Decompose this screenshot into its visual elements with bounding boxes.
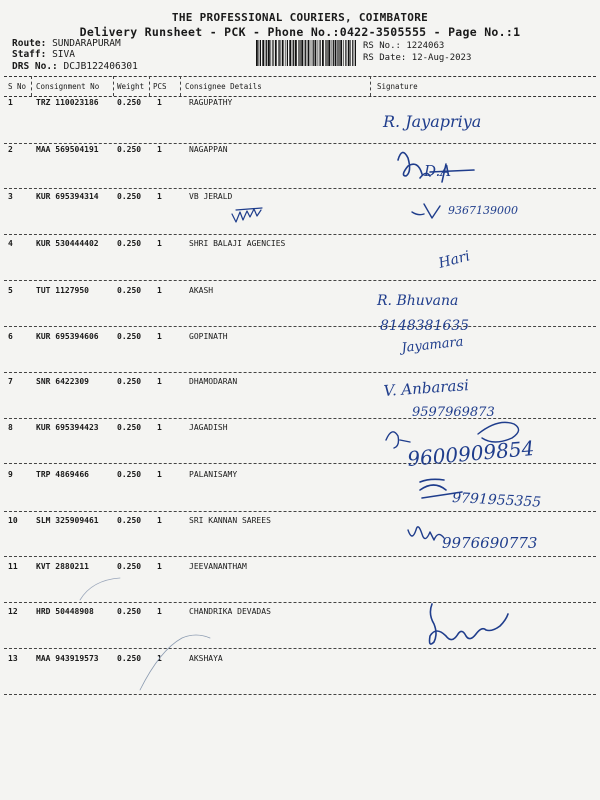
row-sno: 6 — [8, 332, 13, 341]
row-pcs: 1 — [157, 562, 162, 571]
signature-scribble-row10 — [408, 527, 444, 540]
table-top-rule — [4, 76, 596, 77]
signature-row5b: 8148381635 — [380, 318, 470, 334]
row-weight: 0.250 — [117, 607, 142, 616]
row-weight: 0.250 — [117, 470, 142, 479]
row-sno: 12 — [8, 607, 18, 616]
row-pcs: 1 — [157, 286, 162, 295]
barcode-bar — [293, 40, 294, 66]
row-consignee: VB JERALD — [189, 192, 233, 201]
signature-row3: 9367139000 — [448, 204, 518, 217]
row-consignee: RAGUPATHY — [189, 98, 233, 107]
row-weight: 0.250 — [117, 98, 142, 107]
barcode-bar — [320, 40, 321, 66]
barcode-bar — [275, 40, 277, 66]
row-rule — [4, 188, 596, 189]
rs-no-line — [363, 41, 444, 51]
barcode-bar — [355, 40, 356, 66]
row-weight: 0.250 — [117, 423, 142, 432]
signature-scribble-row9 — [420, 479, 462, 498]
barcode-bar — [318, 40, 319, 66]
row-consignee: SRI KANNAN SAREES — [189, 516, 271, 525]
route-label: Route: — [12, 38, 47, 49]
row-weight: 0.250 — [117, 145, 142, 154]
row-rule — [4, 372, 596, 373]
signature-scribble-row12 — [430, 604, 509, 644]
barcode-bar — [295, 40, 297, 66]
signature-row6: Jayamara — [400, 334, 465, 356]
row-consignee: GOPINATH — [189, 332, 228, 341]
barcode-bar — [292, 40, 293, 66]
barcode-bar — [326, 40, 327, 66]
row-rule — [4, 556, 596, 557]
staff-value: SIVA — [52, 49, 75, 60]
row-consignment: SLM 325909461 — [36, 516, 99, 525]
barcode-bar — [278, 40, 279, 66]
runsheet-subtitle: Delivery Runsheet - PCK - Phone No.:0422-3505555 - Page No.:1 — [79, 25, 521, 39]
row-pcs: 1 — [157, 377, 162, 386]
barcode-bar — [322, 40, 324, 66]
route-value: SUNDARAPURAM — [52, 38, 121, 49]
row-consignee: CHANDRIKA DEVADAS — [189, 607, 271, 616]
barcode-bar — [338, 40, 339, 66]
row-consignment: HRD 50448908 — [36, 607, 94, 616]
barcode-bar — [337, 40, 338, 66]
barcode-bar — [325, 40, 326, 66]
signature-row7b: 9597969873 — [412, 405, 495, 420]
row-consignment: TUT 1127950 — [36, 286, 89, 295]
signature-row8: 9600909854 — [406, 435, 536, 471]
row-sno: 7 — [8, 377, 13, 386]
barcode-bar — [345, 40, 346, 66]
drs-value: DCJB122406301 — [63, 61, 138, 72]
barcode-bar — [268, 40, 270, 66]
row-consignment: KVT 2880211 — [36, 562, 89, 571]
barcode-bar — [289, 40, 291, 66]
barcode-bar — [328, 40, 330, 66]
row-consignee: NAGAPPAN — [189, 145, 228, 154]
barcode-bar — [315, 40, 317, 66]
row-sno: 5 — [8, 286, 13, 295]
row-consignee: AKASH — [189, 286, 214, 295]
row-rule — [4, 694, 596, 695]
barcode-bar — [350, 40, 351, 66]
signature-row9: 9791955355 — [451, 490, 542, 511]
table-header-rule — [4, 96, 596, 97]
barcode-bar — [259, 40, 260, 66]
col-header-consignee: Consignee Details — [185, 82, 262, 91]
barcode-bar — [266, 40, 267, 66]
barcode-bar — [279, 40, 280, 66]
row-sno: 11 — [8, 562, 18, 571]
barcode-bar — [287, 40, 288, 66]
row-weight: 0.250 — [117, 192, 142, 201]
row-sno: 1 — [8, 98, 13, 107]
barcode-bar — [343, 40, 344, 66]
row-weight: 0.250 — [117, 562, 142, 571]
row-pcs: 1 — [157, 516, 162, 525]
staff-line — [12, 49, 75, 60]
drs-line — [12, 61, 138, 72]
barcode-bar — [333, 40, 334, 66]
drs-label: DRS No.: — [12, 61, 58, 72]
row-pcs: 1 — [157, 145, 162, 154]
row-rule — [4, 648, 596, 649]
row-pcs: 1 — [157, 332, 162, 341]
row-weight: 0.250 — [117, 516, 142, 525]
barcode-image — [256, 40, 356, 66]
rs-date-label: RS Date: — [363, 53, 407, 63]
row-rule — [4, 234, 596, 235]
signature-scribble-row3-name — [232, 208, 262, 222]
signature-row2: D.A — [424, 162, 452, 180]
signature-row5a: R. Bhuvana — [377, 293, 459, 309]
route-line — [12, 38, 121, 49]
row-consignment: TRP 4869466 — [36, 470, 89, 479]
rs-no-value: 1224063 — [406, 41, 445, 51]
barcode-bar — [301, 40, 303, 66]
row-rule — [4, 602, 596, 603]
col-divider — [113, 76, 114, 96]
company-title: THE PROFESSIONAL COURIERS, COIMBATORE — [171, 11, 429, 24]
row-consignee: PALANISAMY — [189, 470, 238, 479]
row-consignee: JAGADISH — [189, 423, 228, 432]
row-consignment: TRZ 110023186 — [36, 98, 99, 107]
signature-squiggle-row8 — [386, 422, 519, 448]
signature-scribble-row3 — [412, 204, 440, 218]
row-sno: 4 — [8, 239, 13, 248]
barcode-bar — [311, 40, 312, 66]
barcode-bar — [260, 40, 261, 66]
rs-no-label: RS No.: — [363, 41, 401, 51]
signature-scribble-row2 — [398, 152, 474, 182]
signature-row4: Hari — [436, 248, 472, 272]
row-consignment: KUR 695394606 — [36, 332, 99, 341]
row-rule — [4, 418, 596, 419]
barcode-bar — [352, 40, 353, 66]
barcode-bar — [313, 40, 314, 66]
row-rule — [4, 326, 596, 327]
col-divider — [370, 76, 371, 96]
row-sno: 9 — [8, 470, 13, 479]
pencil-stroke-mark — [80, 578, 120, 600]
row-sno: 10 — [8, 516, 18, 525]
row-weight: 0.250 — [117, 654, 142, 663]
row-rule — [4, 280, 596, 281]
col-divider — [180, 76, 181, 96]
row-pcs: 1 — [157, 98, 162, 107]
row-weight: 0.250 — [117, 239, 142, 248]
row-consignment: MAA 569504191 — [36, 145, 99, 154]
barcode-bar — [335, 40, 337, 66]
signature-row7a: V. Anbarasi — [383, 376, 470, 400]
col-divider — [31, 76, 32, 96]
row-pcs: 1 — [157, 239, 162, 248]
row-weight: 0.250 — [117, 377, 142, 386]
col-header-consignment: Consignment No — [36, 82, 100, 91]
row-sno: 13 — [8, 654, 18, 663]
row-pcs: 1 — [157, 470, 162, 479]
signature-row10: 9976690773 — [442, 534, 538, 552]
col-header-sno: S No — [8, 82, 27, 91]
row-pcs: 1 — [157, 423, 162, 432]
row-sno: 3 — [8, 192, 13, 201]
row-consignment: MAA 943919573 — [36, 654, 99, 663]
barcode-bar — [285, 40, 286, 66]
row-rule — [4, 463, 596, 464]
barcode-bar — [298, 40, 299, 66]
barcode-bar — [282, 40, 284, 66]
row-pcs: 1 — [157, 607, 162, 616]
barcode-bar — [271, 40, 272, 66]
row-rule — [4, 511, 596, 512]
row-sno: 8 — [8, 423, 13, 432]
barcode-bar — [299, 40, 300, 66]
col-divider — [149, 76, 150, 96]
row-sno: 2 — [8, 145, 13, 154]
row-consignee: DHAMODARAN — [189, 377, 238, 386]
row-consignment: KUR 695394314 — [36, 192, 99, 201]
row-consignment: SNR 6422309 — [36, 377, 89, 386]
row-consignee: SHRI BALAJI AGENCIES — [189, 239, 286, 248]
col-header-pcs: PCS — [153, 82, 167, 91]
barcode-bar — [262, 40, 264, 66]
rs-date-line — [363, 53, 471, 63]
row-weight: 0.250 — [117, 332, 142, 341]
barcode-bar — [304, 40, 305, 66]
col-header-signature: Signature — [377, 82, 418, 91]
barcode-bar — [331, 40, 332, 66]
row-consignee: AKSHAYA — [189, 654, 223, 663]
col-header-weight: Weight — [117, 82, 145, 91]
row-pcs: 1 — [157, 654, 162, 663]
staff-label: Staff: — [12, 49, 47, 60]
barcode-bar — [308, 40, 310, 66]
row-consignment: KUR 695394423 — [36, 423, 99, 432]
row-rule — [4, 143, 596, 144]
barcode-bar — [340, 40, 342, 66]
barcode-bar — [348, 40, 350, 66]
row-pcs: 1 — [157, 192, 162, 201]
rs-date-value: 12-Aug-2023 — [411, 53, 472, 63]
barcode-bar — [272, 40, 273, 66]
row-consignee: JEEVANANTHAM — [189, 562, 247, 571]
barcode-bar — [305, 40, 306, 66]
barcode-bar — [265, 40, 266, 66]
row-weight: 0.250 — [117, 286, 142, 295]
row-consignment: KUR 530444402 — [36, 239, 99, 248]
signature-row1: R. Jayapriya — [383, 112, 482, 131]
barcode-bar — [256, 40, 258, 66]
